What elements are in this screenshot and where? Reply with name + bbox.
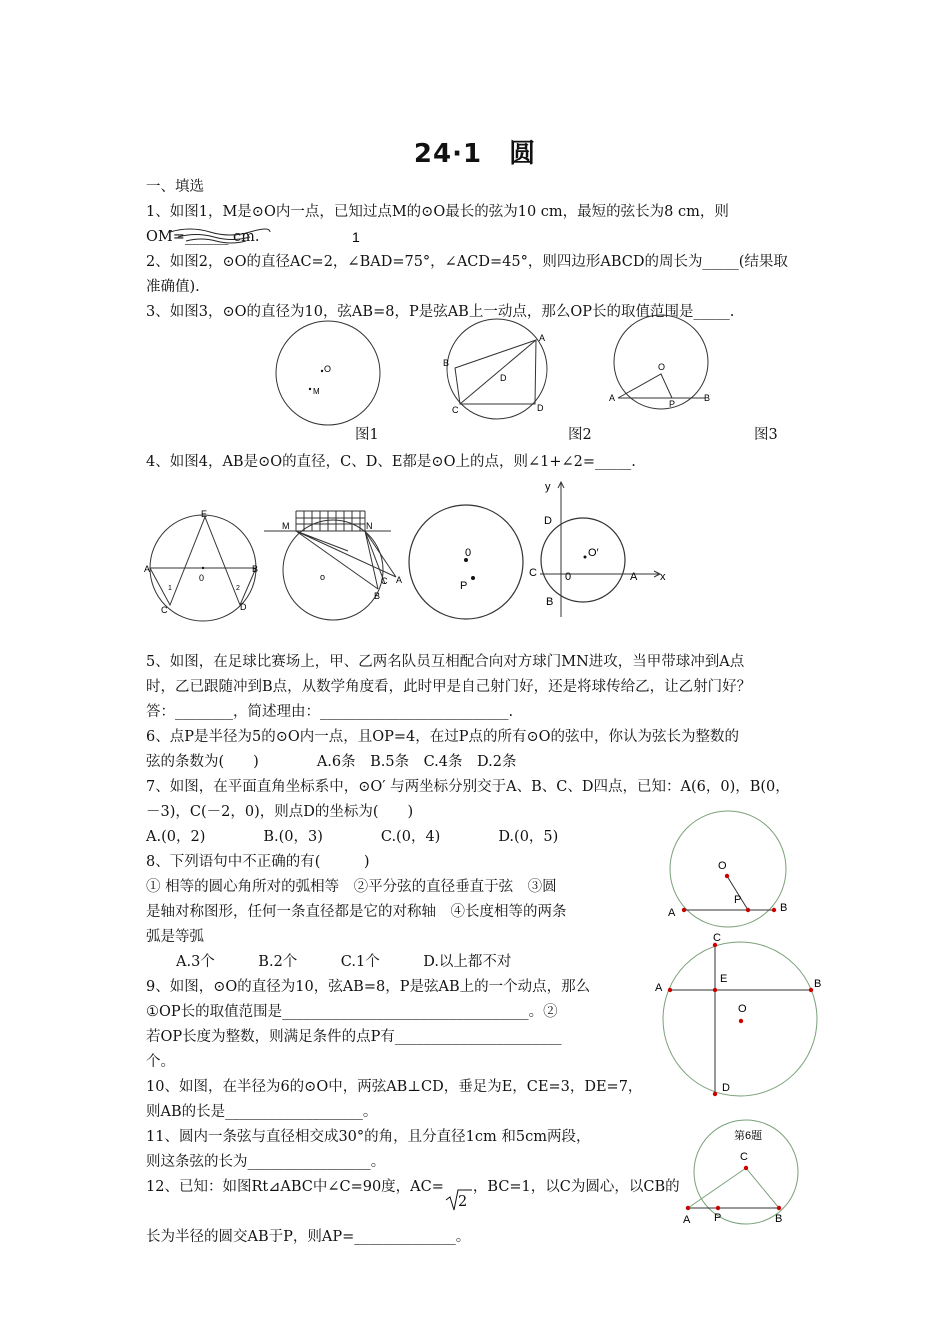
fig4-center-dot [202, 567, 204, 569]
q3-line1: 3、如图3，⊙O的直径为10，弦AB=8，P是弦AB上一动点，那么OP长的取值范围是_____. [146, 304, 735, 320]
fig1-label-o: O [324, 364, 332, 374]
fig7-circle [541, 518, 625, 602]
fig12-label-p: P [714, 1212, 722, 1224]
q8-line1: 8、下列语句中不正确的有( ) [146, 854, 370, 870]
q4-line1: 4、如图4，AB是⊙O的直径，C、D、E都是⊙O上的点，则∠1+∠2=_____. [146, 454, 636, 470]
fig10-point-b [809, 988, 813, 992]
q9-line2: ①OP长的取值范围是__________________________________。② [146, 1004, 558, 1020]
fig9-point-p [746, 908, 750, 912]
fig6-label-o: 0 [465, 547, 472, 559]
scribble-mark [178, 235, 250, 240]
section-heading: 一、填选 [146, 179, 204, 195]
fig9-label-a: A [668, 907, 676, 919]
fig10-label-e: E [720, 973, 728, 985]
fig10-label-c: C [713, 932, 721, 944]
q5-line1: 5、如图，在足球比赛场上，甲、乙两名队员互相配合向对方球门MN进攻，当甲带球冲到A点 [146, 654, 745, 670]
figure-9 [668, 811, 787, 927]
q5-line3: 答：________，简述理由：__________________________. [146, 704, 514, 720]
q1-line2: OM=______ cm. [146, 229, 260, 245]
fig5-label-c: C [381, 576, 388, 586]
q10-line2: 则AB的长是___________________。 [146, 1104, 378, 1120]
fig7-label-x: x [660, 571, 666, 583]
fig10-circle [663, 942, 817, 1096]
q12-line2: 长为半径的圆交AB于P，则AP=______________。 [146, 1229, 471, 1245]
fig12-label-a: A [683, 1214, 691, 1226]
fig1-caption: 图1 [355, 427, 379, 443]
fig5-label-m: M [282, 521, 290, 531]
fig3-label-b: B [704, 393, 711, 403]
figure-6 [409, 505, 523, 619]
fig9-label-p: P [734, 894, 742, 906]
fig12-label-b: B [775, 1213, 783, 1225]
fig7-label-c: C [529, 567, 537, 579]
fig7-label-0: 0 [565, 571, 572, 583]
fig9-point-o [725, 874, 729, 878]
fig10-point-a [668, 988, 672, 992]
fig7-label-d: D [544, 515, 552, 527]
fig12-point-a [686, 1206, 690, 1210]
fig4-label-c: C [161, 605, 168, 615]
fig1-point-m [309, 388, 311, 390]
fig4-label-a: A [144, 564, 151, 574]
fig4-label-1: 1 [168, 585, 172, 592]
fig9-label-o: O [718, 860, 727, 872]
figure-10 [655, 932, 821, 1096]
q6-line2: 弦的条数为( ) A.6条 B.5条 C.4条 D.2条 [146, 754, 517, 770]
fig10-point-e [713, 988, 717, 992]
fig10-label-b: B [814, 978, 822, 990]
fig2-label-c: C [452, 405, 459, 415]
q1-line1: 1、如图1，M是⊙O内一点，已知过点M的⊙O最长的弦为10 cm，最短的弦长为8 cm，则 [146, 204, 729, 220]
fig10-point-d [713, 1092, 717, 1096]
fig5-label-n: N [366, 521, 373, 531]
sqrt-value: 2 [458, 1194, 468, 1210]
fig12-triangle [688, 1168, 779, 1208]
fig10-label-a: A [655, 982, 663, 994]
figure-12 [683, 1120, 798, 1226]
fig6-label-p: P [460, 580, 468, 592]
fig10-label-o: O [738, 1003, 747, 1015]
figure-4 [144, 509, 258, 621]
figure-7 [529, 481, 666, 617]
fig4-label-2: 2 [236, 585, 240, 592]
q7-line1: 7、如图，在平面直角坐标系中，⊙O′ 与两坐标分别交于A、B、C、D四点，已知：A(6，0)，B(0， [146, 779, 790, 795]
q7-options: A.(0，2) B.(0，3) C.(0，4) D.(0，5) [146, 829, 559, 845]
scribble-glyph: 1 [352, 229, 360, 245]
fig3-segments [618, 374, 672, 398]
fig6-point-p [471, 576, 475, 580]
fig12-point-c [744, 1166, 748, 1170]
fig7-label-a: A [630, 571, 638, 583]
q7-line2: －3)，C(－2，0)，则点D的坐标为( ) [146, 804, 414, 820]
q9-line1: 9、如图，⊙O的直径为10，弦AB=8，P是弦AB上的一个动点，那么 [146, 979, 591, 995]
fig9-point-a [682, 908, 686, 912]
fig5-label-o: o [320, 572, 326, 582]
fig3-label-p: P [669, 399, 676, 409]
figure-3 [609, 315, 710, 409]
fig4-label-e: E [201, 509, 208, 519]
fig4-label-d: D [240, 602, 247, 612]
q11-line1: 11、圆内一条弦与直径相交成30°的角，且分直径1cm 和5cm两段， [146, 1129, 591, 1145]
q2-line2: 准确值). [146, 279, 200, 295]
q2-line1: 2、如图2，⊙O的直径AC=2，∠BAD=75°，∠ACD=45°，则四边形ABCD的周长为_____(结果取 [146, 254, 788, 270]
q6-line1: 6、点P是半径为5的⊙O内一点，且OP=4，在过P点的所有⊙O的弦中，你认为弦长为整数的 [146, 729, 740, 745]
fig7-label-y: y [545, 481, 551, 493]
figure-5 [264, 511, 402, 620]
q5-line2: 时，乙已跟随冲到B点，从数学角度看，此时甲是自己射门好，还是将球传给乙，让乙射门好？ [146, 679, 752, 695]
fig1-label-m: M [313, 387, 320, 396]
fig10-label-d: D [722, 1082, 730, 1094]
fig7-center-dot [584, 556, 587, 559]
fig12-label-c: C [740, 1151, 748, 1163]
figure-1 [276, 321, 380, 425]
q8-line4: 弧是等弧 [146, 929, 204, 945]
fig12-point-b [777, 1206, 781, 1210]
q8-options: A.3个 B.2个 C.1个 D.以上都不对 [176, 954, 512, 970]
fig7-label-b: B [546, 596, 554, 608]
fig3-label-o: O [658, 362, 666, 372]
fig2-label-a: A [539, 333, 546, 343]
fig5-label-b: B [374, 591, 381, 601]
q9-line3: 若OP长度为整数，则满足条件的点P有_______________________ [146, 1029, 562, 1045]
fig3-caption: 图3 [754, 427, 778, 443]
fig7-label-oprime: O′ [588, 547, 599, 559]
page-title: 24·1 圆 [413, 139, 537, 169]
fig12-title: 第6题 [734, 1130, 763, 1142]
fig3-label-a: A [609, 393, 616, 403]
scribble-mark [170, 229, 270, 235]
fig9-label-b: B [780, 902, 788, 914]
fig4-label-b: B [252, 564, 259, 574]
fig10-point-o [739, 1019, 743, 1023]
fig4-label-o: 0 [199, 573, 205, 583]
sqrt-radical [446, 1190, 472, 1210]
fig2-label-b: B [443, 358, 450, 368]
fig2-label-o: D [500, 373, 507, 383]
figure-2 [443, 319, 547, 419]
q11-line2: 则这条弦的长为_________________。 [146, 1154, 386, 1170]
fig5-label-a: A [396, 575, 403, 585]
q8-line3: 是轴对称图形，任何一条直径都是它的对称轴 ④长度相等的两条 [146, 904, 567, 920]
fig2-quadrilateral [455, 340, 536, 404]
fig2-caption: 图2 [568, 427, 592, 443]
q12-line1: 12、已知：如图Rt⊿ABC中∠C=90度，AC= ，BC=1，以C为圆心，以CB的 [146, 1179, 680, 1195]
fig1-center-dot [321, 370, 323, 372]
q8-line2: ① 相等的圆心角所对的弧相等 ②平分弦的直径垂直于弦 ③圆 [146, 879, 557, 895]
q9-line4: 个。 [146, 1054, 175, 1070]
q10-line1: 10、如图，在半径为6的⊙O中，两弦AB⊥CD，垂足为E，CE=3，DE=7， [146, 1079, 643, 1095]
fig12-point-p [716, 1206, 720, 1210]
fig2-label-d: D [537, 403, 544, 413]
fig9-point-b [772, 908, 776, 912]
